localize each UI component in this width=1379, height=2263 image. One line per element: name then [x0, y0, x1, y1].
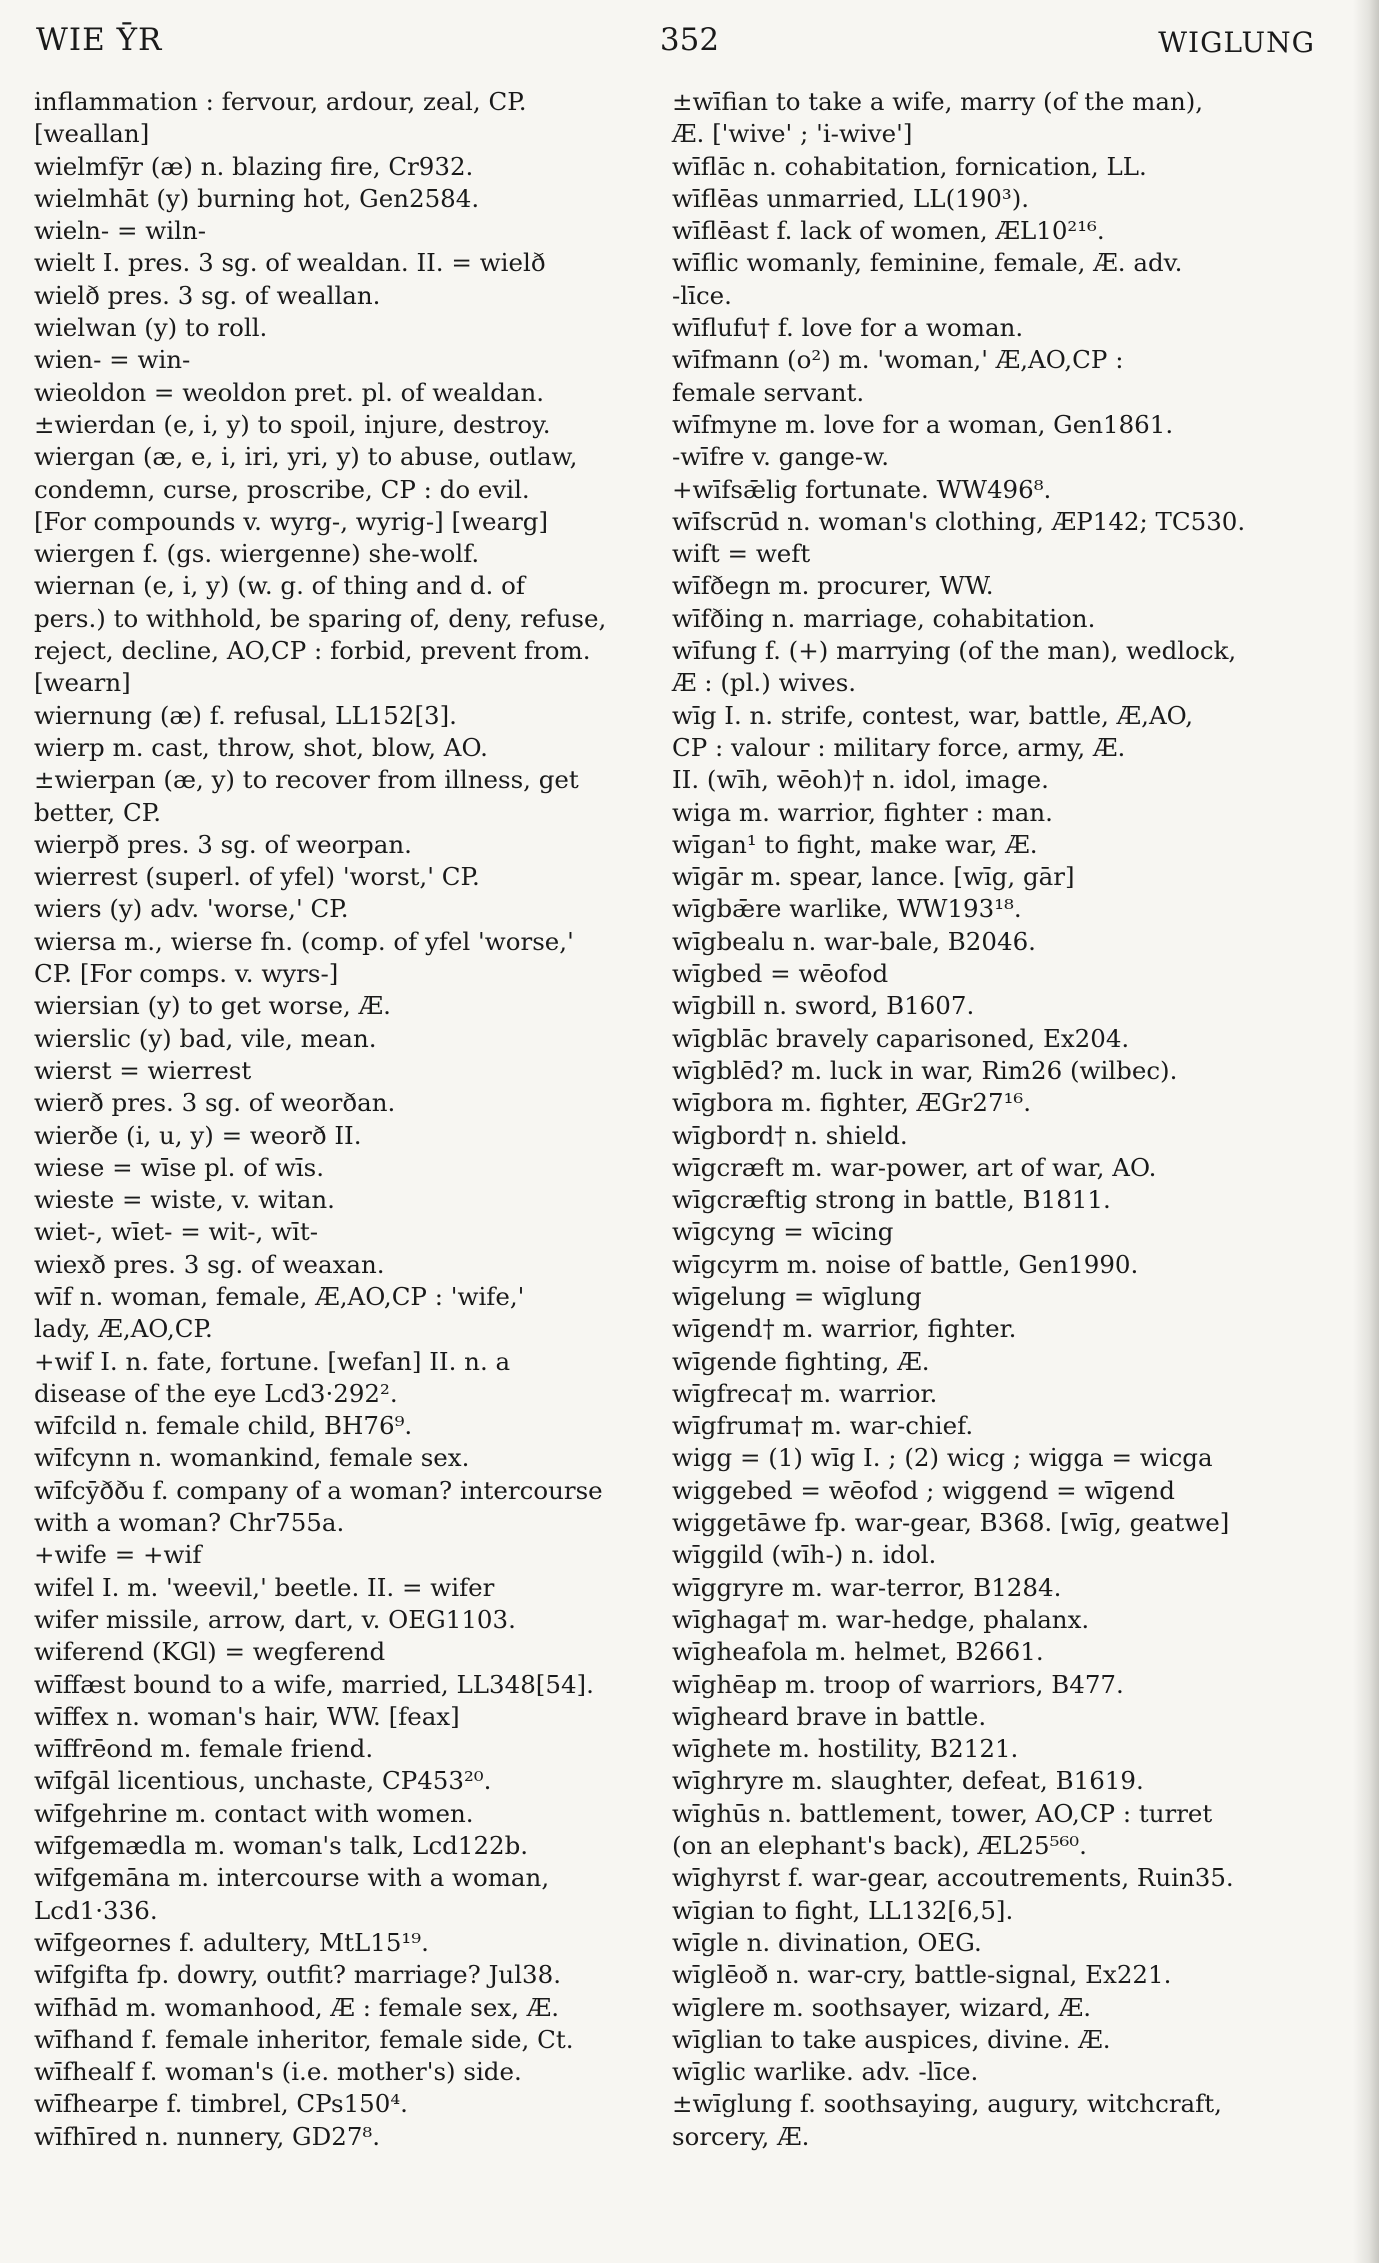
- entry-line: wīgfreca† m. warrior.: [672, 1378, 938, 1408]
- entry-line: wielð pres. 3 sg. of weallan.: [34, 280, 381, 310]
- entry-line: wīg I. n. strife, contest, war, battle, Æ,AO,: [672, 700, 1194, 730]
- entry-line: ±wīfian to take a wife, marry (of the man),: [672, 87, 1204, 116]
- entry-line: wīgblāc bravely caparisoned, Ex204.: [672, 1023, 1130, 1053]
- entry-line: wīghūs n. battlement, tower, AO,CP : turret: [672, 1798, 1213, 1828]
- entry-line: wīghryre m. slaughter, defeat, B1619.: [672, 1766, 1144, 1796]
- entry-line: wierst = wierrest: [34, 1055, 252, 1085]
- entry-line: condemn, curse, proscribe, CP : do evil.: [34, 474, 530, 504]
- entry-line: lady, Æ,AO,CP.: [34, 1314, 213, 1344]
- entry-line: wiese = wīse pl. of wīs.: [34, 1152, 325, 1182]
- entry-line: wīgheard brave in battle.: [672, 1701, 987, 1731]
- entry-line: wīgend† m. warrior, fighter.: [672, 1314, 1017, 1344]
- entry-line: [wearn]: [34, 668, 131, 698]
- entry-line: wīggild (wīh-) n. idol.: [672, 1540, 937, 1570]
- entry-line: wīghete m. hostility, B2121.: [672, 1734, 1019, 1764]
- entry-line: wīghyrst f. war-gear, accoutrements, Ruin35.: [672, 1863, 1234, 1893]
- entry-line: wīglic warlike. adv. -līce.: [672, 2057, 979, 2087]
- entry-line: wīfmyne m. love for a woman, Gen1861.: [672, 409, 1174, 439]
- entry-line: wīflufu† f. love for a woman.: [672, 313, 1024, 343]
- entry-line: Æ : (pl.) wives.: [672, 668, 857, 698]
- entry-line: wīgelung = wīglung: [672, 1281, 922, 1311]
- entry-line: disease of the eye Lcd3·292².: [34, 1378, 398, 1408]
- entry-line: wīgcyrm m. noise of battle, Gen1990.: [672, 1249, 1139, 1279]
- entry-line: wīfung f. (+) marrying (of the man), wedlock,: [672, 636, 1237, 666]
- entry-line: wīgheafola m. helmet, B2661.: [672, 1637, 1044, 1667]
- entry-line: wien- = win-: [34, 345, 191, 375]
- entry-line: wiersa m., wierse fn. (comp. of yfel 'worse,': [34, 926, 574, 956]
- page-number: 352: [659, 22, 720, 58]
- entry-line: wīfcȳððu f. company of a woman? intercourse: [34, 1475, 603, 1505]
- entry-line: wīgende fighting, Æ.: [672, 1346, 930, 1376]
- entry-line: wīffæst bound to a wife, married, LL348[54].: [34, 1669, 594, 1699]
- entry-line: wīgle n. divination, OEG.: [672, 1927, 982, 1957]
- entry-line: wīgblēd? m. luck in war, Rim26 (wilbec).: [672, 1055, 1178, 1085]
- entry-line: with a woman? Chr755a.: [34, 1508, 345, 1538]
- entry-line: +wif I. n. fate, fortune. [wefan] II. n. a: [34, 1346, 511, 1376]
- entry-line: wīflēast f. lack of women, ÆL10²¹⁶.: [672, 216, 1105, 246]
- entry-line: wīflic womanly, feminine, female, Æ. adv.: [672, 248, 1183, 278]
- entry-line: wīggryre m. war-terror, B1284.: [672, 1572, 1062, 1602]
- entry-line: wīfðing n. marriage, cohabitation.: [672, 603, 1096, 633]
- entry-line: better, CP.: [34, 797, 162, 827]
- entry-line: wīfscrūd n. woman's clothing, ÆP142; TC530.: [672, 506, 1246, 536]
- entry-line: wīglēoð n. war-cry, battle-signal, Ex221.: [672, 1960, 1172, 1990]
- entry-line: wierpð pres. 3 sg. of weorpan.: [34, 829, 412, 859]
- entry-line: wīfcynn n. womankind, female sex.: [34, 1443, 470, 1473]
- entry-line: wiferend (KGl) = wegferend: [34, 1637, 386, 1667]
- entry-line: sorcery, Æ.: [672, 2121, 810, 2151]
- entry-line: wiersian (y) to get worse, Æ.: [34, 991, 391, 1021]
- entry-line: wieste = wiste, v. witan.: [34, 1185, 335, 1215]
- entry-line: wīgbord† n. shield.: [672, 1120, 908, 1150]
- right-column: [672, 86, 1312, 2153]
- header-right-guideword: WIGLUNG: [1158, 26, 1315, 59]
- entry-line: wīgan¹ to fight, make war, Æ.: [672, 829, 1038, 859]
- entry-line: wigg = (1) wīg I. ; (2) wicg ; wigga = wicga: [672, 1443, 1213, 1473]
- entry-line: wīgcræftig strong in battle, B1811.: [672, 1185, 1111, 1215]
- entry-line: wīgcyng = wīcing: [672, 1217, 894, 1247]
- entry-line: CP. [For comps. v. wyrs-]: [34, 959, 339, 989]
- entry-line: inflammation : fervour, ardour, zeal, CP.: [34, 87, 527, 116]
- entry-line: Lcd1·336.: [34, 1895, 158, 1925]
- entry-line: wiexð pres. 3 sg. of weaxan.: [34, 1249, 385, 1279]
- entry-line: wīglian to take auspices, divine. Æ.: [672, 2024, 1111, 2054]
- entry-line: pers.) to withhold, be sparing of, deny, refuse,: [34, 603, 607, 633]
- entry-line: wiggetāwe fp. war-gear, B368. [wīg, geatwe]: [672, 1508, 1230, 1538]
- entry-line: wīgbealu n. war-bale, B2046.: [672, 926, 1036, 956]
- entry-line: wīgār m. spear, lance. [wīg, gār]: [672, 862, 1075, 892]
- entry-line: CP : valour : military force, army, Æ.: [672, 732, 1126, 762]
- entry-line: wīgbǣre warlike, WW193¹⁸.: [672, 894, 1022, 924]
- entry-line: wīghēap m. troop of warriors, B477.: [672, 1669, 1124, 1699]
- entry-line: wiers (y) adv. 'worse,' CP.: [34, 894, 349, 924]
- entry-line: wieoldon = weoldon pret. pl. of wealdan.: [34, 377, 545, 407]
- entry-line: ±wīglung f. soothsaying, augury, witchcraft,: [672, 2089, 1222, 2119]
- page-header: [0, 22, 1379, 72]
- entry-line: wielt I. pres. 3 sg. of wealdan. II. = wielð: [34, 248, 546, 278]
- entry-line: wiergan (æ, e, i, iri, yri, y) to abuse, outlaw,: [34, 442, 578, 472]
- entry-line: wierð pres. 3 sg. of weorðan.: [34, 1088, 396, 1118]
- entry-line: wierðe (i, u, y) = weorð II.: [34, 1120, 362, 1150]
- entry-line: wīgcræft m. war-power, art of war, AO.: [672, 1152, 1157, 1182]
- entry-line: wiernung (æ) f. refusal, LL152[3].: [34, 700, 457, 730]
- entry-line: (on an elephant's back), ÆL25⁵⁶⁰.: [672, 1831, 1087, 1861]
- left-column: [34, 86, 669, 2153]
- entry-line: wīfgemāna m. intercourse with a woman,: [34, 1863, 550, 1893]
- entry-line: wierrest (superl. of yfel) 'worst,' CP.: [34, 862, 480, 892]
- entry-line: wift = weft: [672, 539, 811, 569]
- entry-line: wīf n. woman, female, Æ,AO,CP : 'wife,': [34, 1281, 525, 1311]
- entry-line: wiga m. warrior, fighter : man.: [672, 797, 1053, 827]
- entry-line: wielmfȳr (æ) n. blazing fire, Cr932.: [34, 151, 474, 181]
- entry-line: wīfhīred n. nunnery, GD27⁸.: [34, 2121, 381, 2151]
- entry-line: wierslic (y) bad, vile, mean.: [34, 1023, 377, 1053]
- entry-line: -wīfre v. gange-w.: [672, 442, 890, 472]
- entry-line: female servant.: [672, 377, 865, 407]
- entry-line: wīgbed = wēofod: [672, 959, 889, 989]
- entry-line: wīflēas unmarried, LL(190³).: [672, 183, 1030, 213]
- entry-line: wīghaga† m. war-hedge, phalanx.: [672, 1604, 1090, 1634]
- entry-line: wīfgehrine m. contact with women.: [34, 1798, 474, 1828]
- entry-line: wīfgeornes f. adultery, MtL15¹⁹.: [34, 1927, 429, 1957]
- entry-line: wīfhearpe f. timbrel, CPs150⁴.: [34, 2089, 408, 2119]
- entry-line: wīfcild n. female child, BH76⁹.: [34, 1411, 413, 1441]
- entry-line: wielmhāt (y) burning hot, Gen2584.: [34, 183, 480, 213]
- entry-line: wīfgifta fp. dowry, outfit? marriage? Jul38.: [34, 1960, 562, 1990]
- entry-line: wiergen f. (gs. wiergenne) she-wolf.: [34, 539, 480, 569]
- entry-line: [weallan]: [34, 119, 150, 149]
- entry-line: wīfgemædla m. woman's talk, Lcd122b.: [34, 1831, 529, 1861]
- entry-line: wielwan (y) to roll.: [34, 313, 268, 343]
- entry-line: +wīfsǣlig fortunate. WW496⁸.: [672, 474, 1052, 504]
- entry-line: wīfhād m. womanhood, Æ : female sex, Æ.: [34, 1992, 560, 2022]
- entry-line: wīgian to fight, LL132[6,5].: [672, 1895, 1014, 1925]
- entry-line: Æ. ['wive' ; 'i-wive']: [672, 119, 913, 149]
- entry-line: wīfhand f. female inheritor, female side, Ct.: [34, 2024, 574, 2054]
- entry-line: wīffrēond m. female friend.: [34, 1734, 374, 1764]
- entry-line: wifer missile, arrow, dart, v. OEG1103.: [34, 1604, 516, 1634]
- entry-line: wiggebed = wēofod ; wiggend = wīgend: [672, 1475, 1175, 1505]
- entry-line: wiet-, wīet- = wit-, wīt-: [34, 1217, 318, 1247]
- entry-line: wīgfruma† m. war-chief.: [672, 1411, 974, 1441]
- entry-line: wifel I. m. 'weevil,' beetle. II. = wifer: [34, 1572, 495, 1602]
- entry-line: wīflāc n. cohabitation, fornication, LL.: [672, 151, 1147, 181]
- entry-line: wīglere m. soothsayer, wizard, Æ.: [672, 1992, 1092, 2022]
- entry-line: wiernan (e, i, y) (w. g. of thing and d. of: [34, 571, 525, 601]
- entry-line: wīgbora m. fighter, ÆGr27¹⁶.: [672, 1088, 1031, 1118]
- entry-line: wierp m. cast, throw, shot, blow, AO.: [34, 732, 488, 762]
- header-left-guideword: WIE ȲR: [36, 22, 163, 58]
- entry-line: [For compounds v. wyrg-, wyrig-] [wearg]: [34, 506, 549, 536]
- entry-line: wīfhealf f. woman's (i.e. mother's) side.: [34, 2057, 522, 2087]
- entry-line: ±wierdan (e, i, y) to spoil, injure, destroy.: [34, 409, 551, 439]
- entry-line: wieln- = wiln-: [34, 216, 207, 246]
- entry-line: -līce.: [672, 280, 732, 310]
- page-edge-shadow: [1353, 0, 1379, 2263]
- entry-line: wīfmann (o²) m. 'woman,' Æ,AO,CP :: [672, 345, 1124, 375]
- entry-line: +wife = +wif: [34, 1540, 202, 1570]
- entry-line: wīffex n. woman's hair, WW. [feax]: [34, 1701, 460, 1731]
- entry-line: ±wierpan (æ, y) to recover from illness, get: [34, 765, 579, 795]
- entry-line: reject, decline, AO,CP : forbid, prevent from.: [34, 636, 591, 666]
- entry-line: II. (wīh, wēoh)† n. idol, image.: [672, 765, 1049, 795]
- entry-line: wīgbill n. sword, B1607.: [672, 991, 975, 1021]
- entry-line: wīfðegn m. procurer, WW.: [672, 571, 994, 601]
- entry-line: wīfgāl licentious, unchaste, CP453²⁰.: [34, 1766, 492, 1796]
